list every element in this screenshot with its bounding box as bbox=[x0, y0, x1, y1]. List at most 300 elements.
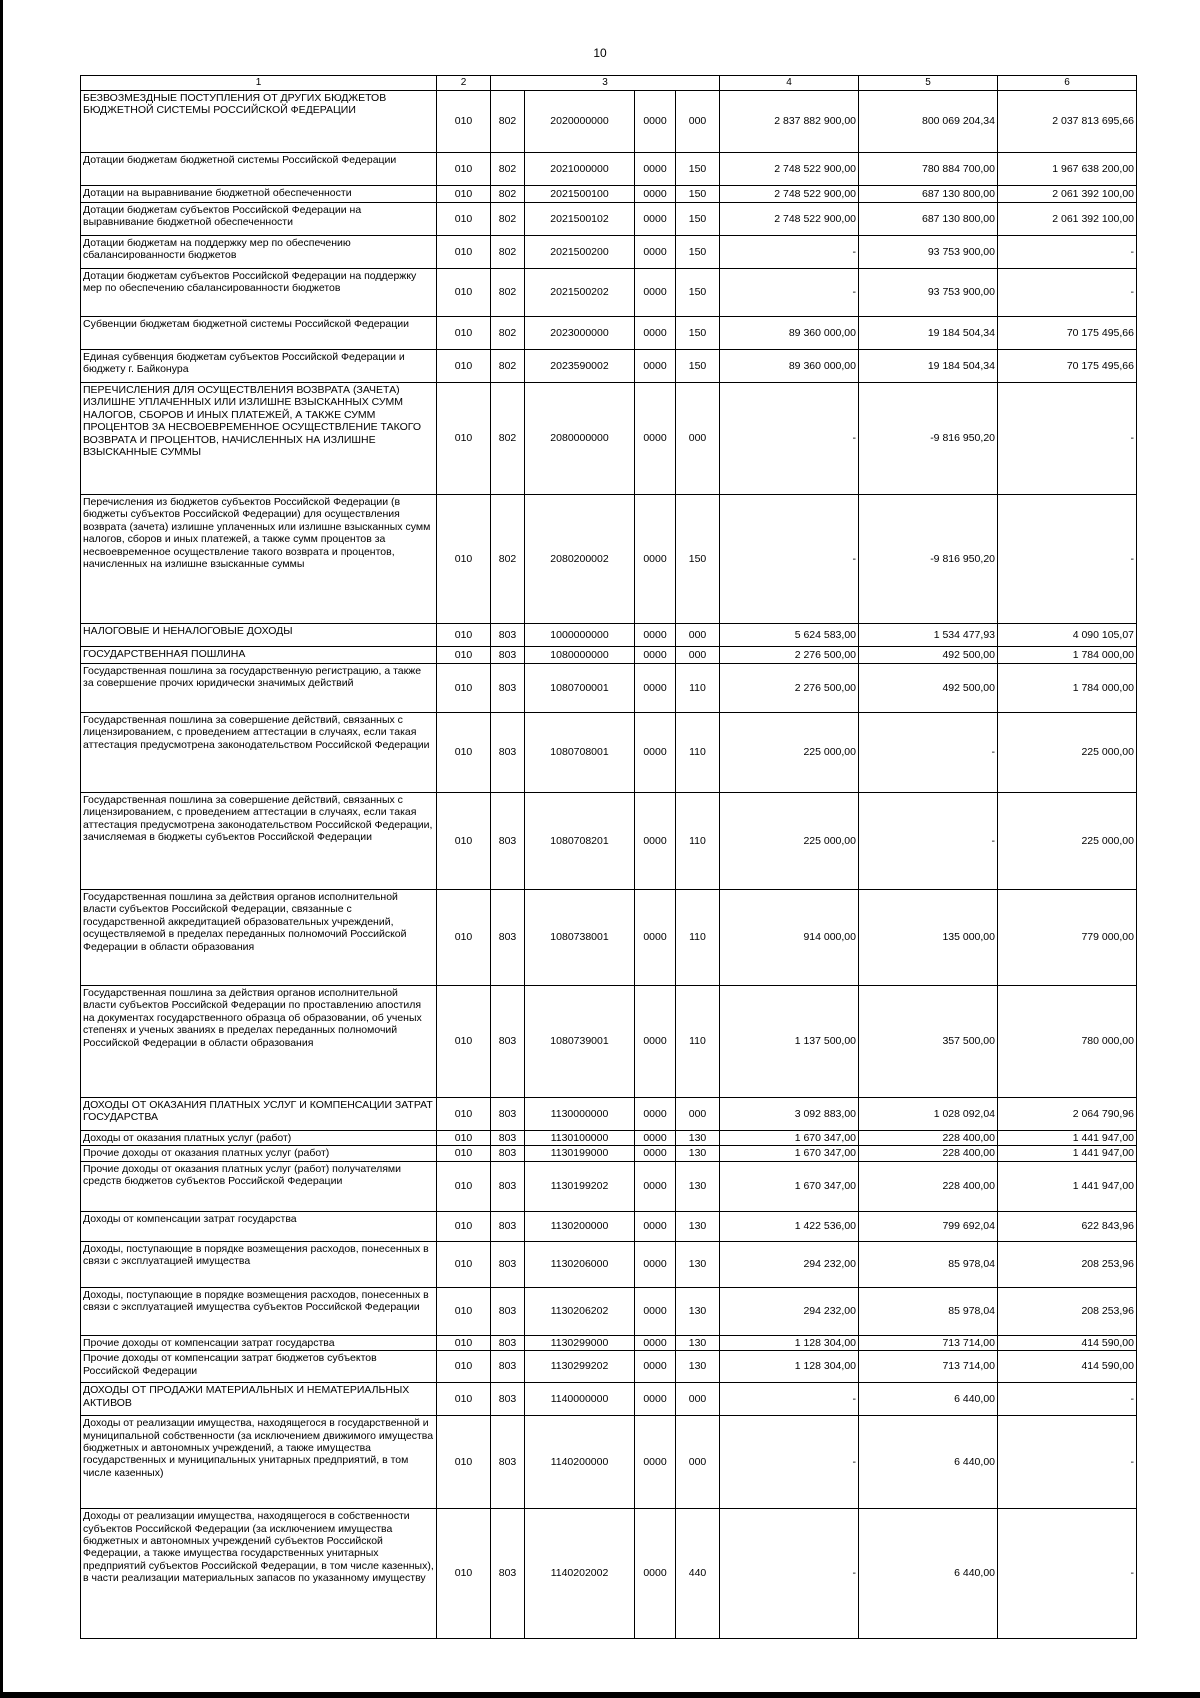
row-col3-code: 2080200002 bbox=[525, 495, 635, 624]
row-col6-value: - bbox=[998, 1509, 1137, 1639]
row-name: ГОСУДАРСТВЕННАЯ ПОШЛИНА bbox=[81, 647, 437, 664]
row-name: Доходы от реализации имущества, находящегося в государственной и муниципальной собственности (за исключением движимого имущества бюджетных и автономных учреждений, а также имущества государственных и муниципальных унитарных предприятий, в том числе казенных) bbox=[81, 1416, 437, 1509]
row-col4-value: 1 670 347,00 bbox=[720, 1131, 859, 1146]
row-col3-program: 0000 bbox=[635, 236, 676, 269]
row-col4-value: - bbox=[720, 495, 859, 624]
table-row bbox=[81, 624, 1137, 647]
row-col3-kind: 000 bbox=[676, 383, 720, 495]
row-col5-value: - bbox=[859, 713, 998, 793]
revenue-table bbox=[80, 75, 1137, 1639]
row-col6-value: 414 590,00 bbox=[998, 1335, 1137, 1350]
table-row bbox=[81, 269, 1137, 317]
row-col6-value: 780 000,00 bbox=[998, 986, 1137, 1098]
row-col2: 010 bbox=[437, 1509, 491, 1639]
row-col3-code: 1000000000 bbox=[525, 624, 635, 647]
row-col3-program: 0000 bbox=[635, 890, 676, 986]
row-col4-value: - bbox=[720, 383, 859, 495]
row-col2: 010 bbox=[437, 713, 491, 793]
row-col2: 010 bbox=[437, 186, 491, 203]
table-row bbox=[81, 664, 1137, 713]
row-col3-admin: 803 bbox=[491, 1211, 525, 1241]
row-name: Прочие доходы от оказания платных услуг (работ) bbox=[81, 1146, 437, 1161]
row-col3-code: 1080700001 bbox=[525, 664, 635, 713]
row-col5-value: 687 130 800,00 bbox=[859, 203, 998, 236]
row-col5-value: 135 000,00 bbox=[859, 890, 998, 986]
row-col3-kind: 000 bbox=[676, 1416, 720, 1509]
row-col6-value: - bbox=[998, 383, 1137, 495]
column-header-4: 4 bbox=[720, 76, 859, 91]
row-col3-kind: 110 bbox=[676, 793, 720, 890]
row-col2: 010 bbox=[437, 269, 491, 317]
table-row bbox=[81, 383, 1137, 495]
row-col5-value: 492 500,00 bbox=[859, 647, 998, 664]
row-col3-program: 0000 bbox=[635, 203, 676, 236]
row-name: Дотации бюджетам на поддержку мер по обеспечению сбалансированности бюджетов bbox=[81, 236, 437, 269]
row-col6-value: 225 000,00 bbox=[998, 793, 1137, 890]
row-col6-value: - bbox=[998, 495, 1137, 624]
row-col5-value: 93 753 900,00 bbox=[859, 269, 998, 317]
row-name: НАЛОГОВЫЕ И НЕНАЛОГОВЫЕ ДОХОДЫ bbox=[81, 624, 437, 647]
row-col4-value: 225 000,00 bbox=[720, 793, 859, 890]
table-row bbox=[81, 1098, 1137, 1131]
row-col2: 010 bbox=[437, 383, 491, 495]
row-col3-kind: 150 bbox=[676, 236, 720, 269]
row-col4-value: 225 000,00 bbox=[720, 713, 859, 793]
row-col5-value: 6 440,00 bbox=[859, 1509, 998, 1639]
row-col2: 010 bbox=[437, 1335, 491, 1350]
row-col3-program: 0000 bbox=[635, 986, 676, 1098]
row-col3-admin: 803 bbox=[491, 1416, 525, 1509]
row-name: Государственная пошлина за государственную регистрацию, а также за совершение прочих юридически значимых действий bbox=[81, 664, 437, 713]
row-col6-value: 208 253,96 bbox=[998, 1241, 1137, 1287]
row-col2: 010 bbox=[437, 1131, 491, 1146]
row-col2: 010 bbox=[437, 153, 491, 186]
row-col6-value: 70 175 495,66 bbox=[998, 317, 1137, 350]
row-col3-kind: 150 bbox=[676, 317, 720, 350]
row-col3-kind: 440 bbox=[676, 1509, 720, 1639]
row-col3-code: 1130100000 bbox=[525, 1131, 635, 1146]
row-col2: 010 bbox=[437, 890, 491, 986]
row-name: Доходы, поступающие в порядке возмещения расходов, понесенных в связи с эксплуатацией имущества субъектов Российской Федерации bbox=[81, 1287, 437, 1335]
row-col2: 010 bbox=[437, 664, 491, 713]
row-col4-value: 89 360 000,00 bbox=[720, 350, 859, 383]
row-col6-value: 2 061 392 100,00 bbox=[998, 186, 1137, 203]
row-col5-value: 492 500,00 bbox=[859, 664, 998, 713]
row-name: Дотации бюджетам субъектов Российской Федерации на выравнивание бюджетной обеспеченности bbox=[81, 203, 437, 236]
row-col2: 010 bbox=[437, 1416, 491, 1509]
row-col3-program: 0000 bbox=[635, 1241, 676, 1287]
row-col3-program: 0000 bbox=[635, 1335, 676, 1350]
row-col3-program: 0000 bbox=[635, 495, 676, 624]
row-col3-code: 2020000000 bbox=[525, 91, 635, 153]
row-name: Государственная пошлина за совершение действий, связанных с лицензированием, с проведением аттестации в случаях, если такая аттестация предусмотрена законодательством Российской Федерации, зачисляемая в бюджеты субъектов Российской Федерации bbox=[81, 793, 437, 890]
row-col3-admin: 803 bbox=[491, 647, 525, 664]
row-col6-value: - bbox=[998, 236, 1137, 269]
row-col2: 010 bbox=[437, 350, 491, 383]
table-row bbox=[81, 350, 1137, 383]
table-row bbox=[81, 986, 1137, 1098]
row-col4-value: - bbox=[720, 1509, 859, 1639]
row-col4-value: 914 000,00 bbox=[720, 890, 859, 986]
row-col6-value: 70 175 495,66 bbox=[998, 350, 1137, 383]
row-col3-kind: 000 bbox=[676, 91, 720, 153]
table-row bbox=[81, 1241, 1137, 1287]
row-col4-value: 89 360 000,00 bbox=[720, 317, 859, 350]
row-col3-kind: 110 bbox=[676, 890, 720, 986]
row-col3-kind: 130 bbox=[676, 1241, 720, 1287]
row-col3-code: 1080738001 bbox=[525, 890, 635, 986]
row-col3-program: 0000 bbox=[635, 1509, 676, 1639]
row-col3-program: 0000 bbox=[635, 1146, 676, 1161]
table-row bbox=[81, 713, 1137, 793]
row-col4-value: 1 128 304,00 bbox=[720, 1335, 859, 1350]
row-col3-admin: 803 bbox=[491, 986, 525, 1098]
table-row bbox=[81, 91, 1137, 153]
column-header-2: 2 bbox=[437, 76, 491, 91]
row-col5-value: 228 400,00 bbox=[859, 1131, 998, 1146]
table-row bbox=[81, 1211, 1137, 1241]
row-col6-value: 2 037 813 695,66 bbox=[998, 91, 1137, 153]
row-col3-admin: 802 bbox=[491, 186, 525, 203]
row-col3-kind: 130 bbox=[676, 1287, 720, 1335]
row-col3-kind: 000 bbox=[676, 1383, 720, 1416]
row-col3-admin: 802 bbox=[491, 495, 525, 624]
row-col2: 010 bbox=[437, 1211, 491, 1241]
row-col2: 010 bbox=[437, 624, 491, 647]
row-col3-code: 1080000000 bbox=[525, 647, 635, 664]
row-col5-value: 6 440,00 bbox=[859, 1416, 998, 1509]
row-col3-admin: 803 bbox=[491, 713, 525, 793]
row-col3-program: 0000 bbox=[635, 317, 676, 350]
table-row bbox=[81, 890, 1137, 986]
row-col4-value: 2 276 500,00 bbox=[720, 647, 859, 664]
row-col3-kind: 110 bbox=[676, 664, 720, 713]
table-row bbox=[81, 1146, 1137, 1161]
row-col3-program: 0000 bbox=[635, 1351, 676, 1383]
table-row bbox=[81, 203, 1137, 236]
row-col3-code: 1130206000 bbox=[525, 1241, 635, 1287]
row-col3-admin: 803 bbox=[491, 1287, 525, 1335]
row-col5-value: 800 069 204,34 bbox=[859, 91, 998, 153]
row-col2: 010 bbox=[437, 1383, 491, 1416]
row-col4-value: - bbox=[720, 269, 859, 317]
row-col3-admin: 803 bbox=[491, 1098, 525, 1131]
table-row bbox=[81, 647, 1137, 664]
row-col3-admin: 803 bbox=[491, 793, 525, 890]
row-col3-program: 0000 bbox=[635, 1287, 676, 1335]
row-col3-code: 1130000000 bbox=[525, 1098, 635, 1131]
row-col4-value: 3 092 883,00 bbox=[720, 1098, 859, 1131]
row-name: Перечисления из бюджетов субъектов Российской Федерации (в бюджеты субъектов Российской Федерации) для осуществления возврата (зачета) излишне уплаченных или излишне взысканных сумм налогов, сборов и иных платежей, а также сумм процентов за несвоевременное осуществление такого возврата и процентов, начисленных на излишне взысканные суммы bbox=[81, 495, 437, 624]
row-col6-value: 622 843,96 bbox=[998, 1211, 1137, 1241]
row-col3-kind: 110 bbox=[676, 713, 720, 793]
row-col6-value: 414 590,00 bbox=[998, 1351, 1137, 1383]
row-col4-value: - bbox=[720, 1383, 859, 1416]
table-row bbox=[81, 793, 1137, 890]
row-col4-value: 294 232,00 bbox=[720, 1241, 859, 1287]
row-col3-program: 0000 bbox=[635, 793, 676, 890]
row-col3-program: 0000 bbox=[635, 383, 676, 495]
row-col4-value: 2 748 522 900,00 bbox=[720, 186, 859, 203]
row-col3-program: 0000 bbox=[635, 1131, 676, 1146]
row-col3-kind: 000 bbox=[676, 624, 720, 647]
column-header-1: 1 bbox=[81, 76, 437, 91]
table-row bbox=[81, 1161, 1137, 1211]
column-header-6: 6 bbox=[998, 76, 1137, 91]
row-col3-kind: 110 bbox=[676, 986, 720, 1098]
row-col3-program: 0000 bbox=[635, 1211, 676, 1241]
row-col3-admin: 803 bbox=[491, 1351, 525, 1383]
row-col6-value: 779 000,00 bbox=[998, 890, 1137, 986]
row-col5-value: 85 978,04 bbox=[859, 1241, 998, 1287]
row-col5-value: 1 534 477,93 bbox=[859, 624, 998, 647]
row-col6-value: - bbox=[998, 1383, 1137, 1416]
row-col2: 010 bbox=[437, 91, 491, 153]
row-col2: 010 bbox=[437, 1351, 491, 1383]
scan-bottom-edge bbox=[0, 1692, 1200, 1698]
table-row bbox=[81, 317, 1137, 350]
row-name: Дотации бюджетам бюджетной системы Российской Федерации bbox=[81, 153, 437, 186]
row-col3-admin: 803 bbox=[491, 1509, 525, 1639]
row-col5-value: 85 978,04 bbox=[859, 1287, 998, 1335]
row-col3-code: 1080708201 bbox=[525, 793, 635, 890]
row-col3-program: 0000 bbox=[635, 1161, 676, 1211]
row-col4-value: 1 128 304,00 bbox=[720, 1351, 859, 1383]
table-header-row bbox=[81, 76, 1137, 91]
row-col3-kind: 130 bbox=[676, 1211, 720, 1241]
row-col3-kind: 000 bbox=[676, 647, 720, 664]
table-row bbox=[81, 495, 1137, 624]
row-col4-value: 5 624 583,00 bbox=[720, 624, 859, 647]
row-col6-value: 1 441 947,00 bbox=[998, 1161, 1137, 1211]
row-col3-code: 2021500202 bbox=[525, 269, 635, 317]
table-row bbox=[81, 1287, 1137, 1335]
row-col6-value: 1 784 000,00 bbox=[998, 647, 1137, 664]
row-col5-value: 93 753 900,00 bbox=[859, 236, 998, 269]
row-col3-code: 1080739001 bbox=[525, 986, 635, 1098]
row-col3-program: 0000 bbox=[635, 153, 676, 186]
row-name: Дотации бюджетам субъектов Российской Федерации на поддержку мер по обеспечению сбалансированности бюджетов bbox=[81, 269, 437, 317]
row-col2: 010 bbox=[437, 203, 491, 236]
row-col3-code: 2021500102 bbox=[525, 203, 635, 236]
row-col4-value: 1 670 347,00 bbox=[720, 1146, 859, 1161]
table-row bbox=[81, 1335, 1137, 1350]
row-col6-value: - bbox=[998, 1416, 1137, 1509]
table-row bbox=[81, 1131, 1137, 1146]
row-name: ПЕРЕЧИСЛЕНИЯ ДЛЯ ОСУЩЕСТВЛЕНИЯ ВОЗВРАТА (ЗАЧЕТА) ИЗЛИШНЕ УПЛАЧЕННЫХ ИЛИ ИЗЛИШНЕ ВЗЫСКАННЫХ СУММ НАЛОГОВ, СБОРОВ И ИНЫХ ПЛАТЕЖЕЙ, А ТАКЖЕ СУММ ПРОЦЕНТОВ ЗА НЕСВОЕВРЕМЕННОЕ ОСУЩЕСТВЛЕНИЕ ТАКОГО ВОЗВРАТА И ПРОЦЕНТОВ, НАЧИСЛЕННЫХ НА ИЗЛИШНЕ ВЗЫСКАННЫЕ СУММЫ bbox=[81, 383, 437, 495]
table-row bbox=[81, 153, 1137, 186]
row-col6-value: 1 784 000,00 bbox=[998, 664, 1137, 713]
row-name: Доходы, поступающие в порядке возмещения расходов, понесенных в связи с эксплуатацией имущества bbox=[81, 1241, 437, 1287]
column-header-3: 3 bbox=[491, 76, 720, 91]
row-col3-admin: 802 bbox=[491, 383, 525, 495]
row-col2: 010 bbox=[437, 495, 491, 624]
row-name: Единая субвенция бюджетам субъектов Российской Федерации и бюджету г. Байконура bbox=[81, 350, 437, 383]
row-col5-value: 19 184 504,34 bbox=[859, 317, 998, 350]
row-name: Доходы от компенсации затрат государства bbox=[81, 1211, 437, 1241]
row-col2: 010 bbox=[437, 1161, 491, 1211]
row-col4-value: - bbox=[720, 1416, 859, 1509]
row-name: Государственная пошлина за действия органов исполнительной власти субъектов Российской Федерации по проставлению апостиля на документах государственного образца об образовании, об ученых степенях и ученых званиях в пределах переданных полномочий Российской Федерации в области образования bbox=[81, 986, 437, 1098]
row-col3-admin: 803 bbox=[491, 1383, 525, 1416]
row-col4-value: 294 232,00 bbox=[720, 1287, 859, 1335]
row-col3-program: 0000 bbox=[635, 269, 676, 317]
row-col3-code: 1130299202 bbox=[525, 1351, 635, 1383]
row-col3-kind: 130 bbox=[676, 1146, 720, 1161]
row-col4-value: 2 837 882 900,00 bbox=[720, 91, 859, 153]
row-col3-program: 0000 bbox=[635, 1416, 676, 1509]
scan-left-edge bbox=[0, 0, 3, 1698]
row-col3-admin: 803 bbox=[491, 1146, 525, 1161]
row-col3-code: 1130200000 bbox=[525, 1211, 635, 1241]
row-col6-value: - bbox=[998, 269, 1137, 317]
row-col2: 010 bbox=[437, 1241, 491, 1287]
row-col4-value: 2 748 522 900,00 bbox=[720, 203, 859, 236]
page-number: 10 bbox=[593, 46, 607, 60]
row-col2: 010 bbox=[437, 1287, 491, 1335]
row-col3-code: 2021500200 bbox=[525, 236, 635, 269]
row-col2: 010 bbox=[437, 1146, 491, 1161]
row-col6-value: 1 967 638 200,00 bbox=[998, 153, 1137, 186]
row-col3-kind: 150 bbox=[676, 495, 720, 624]
row-col5-value: 687 130 800,00 bbox=[859, 186, 998, 203]
row-col5-value: 357 500,00 bbox=[859, 986, 998, 1098]
row-col3-program: 0000 bbox=[635, 713, 676, 793]
row-col2: 010 bbox=[437, 986, 491, 1098]
row-col3-admin: 803 bbox=[491, 664, 525, 713]
row-col3-code: 2080000000 bbox=[525, 383, 635, 495]
row-col2: 010 bbox=[437, 647, 491, 664]
row-col6-value: 1 441 947,00 bbox=[998, 1146, 1137, 1161]
row-col3-code: 2023000000 bbox=[525, 317, 635, 350]
row-col5-value: -9 816 950,20 bbox=[859, 495, 998, 624]
row-name: Доходы от реализации имущества, находящегося в собственности субъектов Российской Федерации (за исключением имущества бюджетных и автономных учреждений субъектов Российской Федерации, а также имущества государственных унитарных предприятий субъектов Российской Федерации, в том числе казенных), в части реализации материальных запасов по указанному имуществу bbox=[81, 1509, 437, 1639]
row-col3-program: 0000 bbox=[635, 1098, 676, 1131]
row-col3-kind: 130 bbox=[676, 1131, 720, 1146]
row-col3-admin: 802 bbox=[491, 91, 525, 153]
row-col3-program: 0000 bbox=[635, 624, 676, 647]
row-col6-value: 1 441 947,00 bbox=[998, 1131, 1137, 1146]
row-name: Государственная пошлина за совершение действий, связанных с лицензированием, с проведением аттестации в случаях, если такая аттестация предусмотрена законодательством Российской Федерации bbox=[81, 713, 437, 793]
table-row bbox=[81, 1416, 1137, 1509]
row-col4-value: 1 670 347,00 bbox=[720, 1161, 859, 1211]
row-col3-program: 0000 bbox=[635, 186, 676, 203]
row-col2: 010 bbox=[437, 793, 491, 890]
row-col3-kind: 150 bbox=[676, 203, 720, 236]
row-col3-admin: 803 bbox=[491, 1335, 525, 1350]
row-col4-value: 2 748 522 900,00 bbox=[720, 153, 859, 186]
row-col3-program: 0000 bbox=[635, 91, 676, 153]
row-col3-kind: 130 bbox=[676, 1351, 720, 1383]
row-col3-program: 0000 bbox=[635, 350, 676, 383]
row-col3-admin: 803 bbox=[491, 1161, 525, 1211]
row-col6-value: 2 064 790,96 bbox=[998, 1098, 1137, 1131]
row-col3-admin: 802 bbox=[491, 153, 525, 186]
table-row bbox=[81, 236, 1137, 269]
row-col3-code: 2021000000 bbox=[525, 153, 635, 186]
row-col3-admin: 803 bbox=[491, 624, 525, 647]
row-col3-admin: 802 bbox=[491, 203, 525, 236]
row-col3-code: 1130206202 bbox=[525, 1287, 635, 1335]
row-name: ДОХОДЫ ОТ ПРОДАЖИ МАТЕРИАЛЬНЫХ И НЕМАТЕРИАЛЬНЫХ АКТИВОВ bbox=[81, 1383, 437, 1416]
row-col2: 010 bbox=[437, 317, 491, 350]
row-col3-admin: 802 bbox=[491, 350, 525, 383]
row-col3-program: 0000 bbox=[635, 647, 676, 664]
row-col4-value: 1 137 500,00 bbox=[720, 986, 859, 1098]
row-col3-program: 0000 bbox=[635, 1383, 676, 1416]
row-col5-value: 780 884 700,00 bbox=[859, 153, 998, 186]
row-name: Дотации на выравнивание бюджетной обеспеченности bbox=[81, 186, 437, 203]
row-col3-admin: 803 bbox=[491, 1241, 525, 1287]
row-col3-admin: 802 bbox=[491, 269, 525, 317]
row-col6-value: 2 061 392 100,00 bbox=[998, 203, 1137, 236]
row-col5-value: 6 440,00 bbox=[859, 1383, 998, 1416]
row-col3-admin: 803 bbox=[491, 890, 525, 986]
row-col3-code: 1130199000 bbox=[525, 1146, 635, 1161]
table-row bbox=[81, 1383, 1137, 1416]
row-col4-value: 2 276 500,00 bbox=[720, 664, 859, 713]
row-col5-value: 228 400,00 bbox=[859, 1161, 998, 1211]
row-col3-code: 1140000000 bbox=[525, 1383, 635, 1416]
row-col3-code: 1130199202 bbox=[525, 1161, 635, 1211]
table-body bbox=[81, 76, 1137, 1639]
row-col3-kind: 130 bbox=[676, 1335, 720, 1350]
table-row bbox=[81, 1509, 1137, 1639]
row-col2: 010 bbox=[437, 1098, 491, 1131]
row-col3-code: 2021500100 bbox=[525, 186, 635, 203]
row-col5-value: 1 028 092,04 bbox=[859, 1098, 998, 1131]
row-col2: 010 bbox=[437, 236, 491, 269]
row-col3-admin: 802 bbox=[491, 317, 525, 350]
row-col4-value: - bbox=[720, 236, 859, 269]
row-col5-value: 19 184 504,34 bbox=[859, 350, 998, 383]
row-col3-kind: 150 bbox=[676, 186, 720, 203]
row-name: ДОХОДЫ ОТ ОКАЗАНИЯ ПЛАТНЫХ УСЛУГ И КОМПЕНСАЦИИ ЗАТРАТ ГОСУДАРСТВА bbox=[81, 1098, 437, 1131]
row-col3-admin: 802 bbox=[491, 236, 525, 269]
row-col6-value: 225 000,00 bbox=[998, 713, 1137, 793]
row-col3-program: 0000 bbox=[635, 664, 676, 713]
row-col3-kind: 000 bbox=[676, 1098, 720, 1131]
row-col3-code: 1140202002 bbox=[525, 1509, 635, 1639]
row-name: Государственная пошлина за действия органов исполнительной власти субъектов Российской Федерации, связанные с государственной аккредитацией образовательных учреждений, осуществляемой в пределах переданных полномочий Российской Федерации в области образования bbox=[81, 890, 437, 986]
row-col3-kind: 130 bbox=[676, 1161, 720, 1211]
row-name: Прочие доходы от компенсации затрат государства bbox=[81, 1335, 437, 1350]
row-col5-value: 228 400,00 bbox=[859, 1146, 998, 1161]
column-header-5: 5 bbox=[859, 76, 998, 91]
row-col5-value: 713 714,00 bbox=[859, 1335, 998, 1350]
row-name: Доходы от оказания платных услуг (работ) bbox=[81, 1131, 437, 1146]
row-col3-kind: 150 bbox=[676, 350, 720, 383]
table-row bbox=[81, 186, 1137, 203]
row-name: БЕЗВОЗМЕЗДНЫЕ ПОСТУПЛЕНИЯ ОТ ДРУГИХ БЮДЖЕТОВ БЮДЖЕТНОЙ СИСТЕМЫ РОССИЙСКОЙ ФЕДЕРАЦИИ bbox=[81, 91, 437, 153]
row-col3-admin: 803 bbox=[491, 1131, 525, 1146]
row-col3-kind: 150 bbox=[676, 269, 720, 317]
row-col3-code: 1080708001 bbox=[525, 713, 635, 793]
row-name: Субвенции бюджетам бюджетной системы Российской Федерации bbox=[81, 317, 437, 350]
row-col5-value: 799 692,04 bbox=[859, 1211, 998, 1241]
row-name: Прочие доходы от компенсации затрат бюджетов субъектов Российской Федерации bbox=[81, 1351, 437, 1383]
row-col5-value: 713 714,00 bbox=[859, 1351, 998, 1383]
row-col5-value: - bbox=[859, 793, 998, 890]
row-name: Прочие доходы от оказания платных услуг (работ) получателями средств бюджетов субъектов Российской Федерации bbox=[81, 1161, 437, 1211]
row-col6-value: 208 253,96 bbox=[998, 1287, 1137, 1335]
row-col3-kind: 150 bbox=[676, 153, 720, 186]
table-row bbox=[81, 1351, 1137, 1383]
row-col3-code: 1130299000 bbox=[525, 1335, 635, 1350]
row-col4-value: 1 422 536,00 bbox=[720, 1211, 859, 1241]
row-col6-value: 4 090 105,07 bbox=[998, 624, 1137, 647]
row-col5-value: -9 816 950,20 bbox=[859, 383, 998, 495]
